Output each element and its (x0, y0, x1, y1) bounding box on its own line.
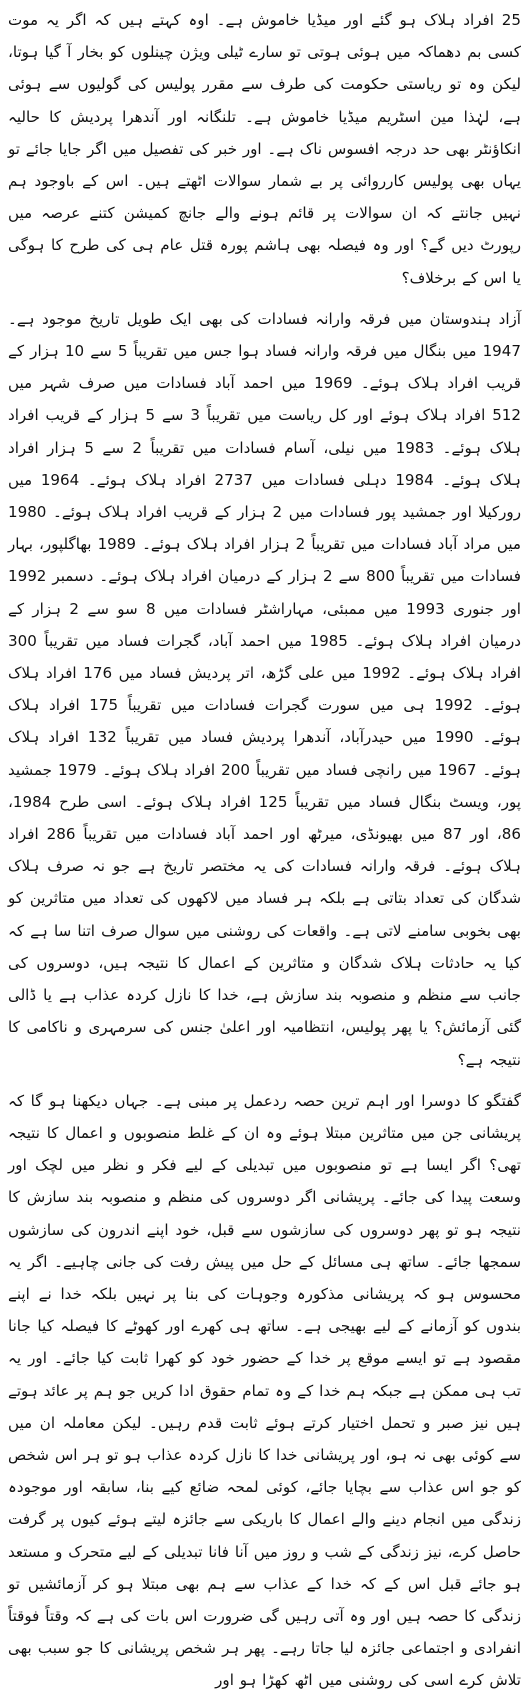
article-paragraph: گفتگو کا دوسرا اور اہم ترین حصہ ردعمل پر مبنی ہے۔ جہاں دیکھنا ہو گا کہ پریشانی جن میں متاثرین مبتلا ہوئے وہ ان کے غلط منصوبوں و اعمال کا نتیجہ تھی؟ اگر ایسا ہے تو منصوبوں میں تبدیلی کے لیے فکر و نظر میں لچک اور وسعت پیدا کی جائے۔ پریشانی اگر دوسروں کی منظم و منصوبہ بند سازش کا نتیجہ ہو تو پھر دوسروں کی سازشوں سے قبل، خود اپنے اندرون کی سازشوں سمجھا جائے۔ ساتھ ہی مسائل کے حل میں پیش رفت کی جانی چاہیے۔ اگر یہ محسوس ہو کہ پریشانی مذکورہ وجوہات کی بنا پر نہیں بلکہ خدا نے اپنے بندوں کو آزمانے کے لیے بھیجی ہے۔ ساتھ ہی کھرے اور کھوٹے کا فیصلہ کیا جانا مقصود ہے تو ایسے موقع پر خدا کے حضور خود کو کھرا ثابت کیا جائے۔ اور یہ تب ہی ممکن ہے جبکہ ہم خدا کے وہ تمام حقوق ادا کریں جو ہم پر عائد ہوتے ہیں نیز صبر و تحمل اختیار کرتے ہوئے ثابت قدم رہیں۔ لیکن معاملہ ان میں سے کوئی بھی نہ ہو، اور پریشانی خدا کا نازل کردہ عذاب ہو تو ہر اس شخص کو جو اس عذاب سے بچایا جائے، کوئی لمحہ ضائع کیے بنا، سابقہ اور موجودہ زندگی میں انجام دینے والے اعمال کا باریکی سے جائزہ لیتے ہوئے کیوں پر گرفت حاصل کرے، نیز زندگی کے شب و روز میں آنا فانا تبدیلی کے لیے متحرک و مستعد ہو جائے قبل اس کے کہ خدا کے عذاب سے ہم بھی مبتلا ہو کر آزمائشیں تو زندگی کا حصہ ہیں اور وہ آتی رہیں گی ضرورت اس بات کی ہے کہ وقتاً فوقتاً انفرادی و اجتماعی جائزہ لیا جاتا رہے۔ پھر ہر شخص پریشانی کا جو سبب بھی تلاش کرے اسی کی روشنی میں اٹھ کھڑا ہو اور (8, 1091, 521, 1690)
article-paragraph: آزاد ہندوستان میں فرقہ وارانہ فسادات کی بھی ایک طویل تاریخ موجود ہے۔ 1947 میں بنگال میں فرقہ وارانہ فساد ہوا جس میں تقریباً 5 سے 10 ہزار کے قریب افراد ہلاک ہوئے۔ 1969 میں احمد آباد فسادات میں صرف شہر میں 512 افراد ہلاک ہوئے اور کل ریاست میں تقریباً 3 سے 5 ہزار کے قریب افراد ہلاک ہوئے۔ 1983 میں نیلی، آسام فسادات میں تقریباً 2 سے 5 ہزار افراد ہلاک ہوئے۔ 1984 دہلی فسادات میں 2737 افراد ہلاک ہوئے۔ 1964 میں رورکیلا اور جمشید پور فسادات میں 2 ہزار کے قریب افراد ہلاک ہوئے۔ 1980 میں مراد آباد فسادات میں تقریباً 2 ہزار افراد ہلاک ہوئے۔ 1989 بھاگلپور، بہار فسادات میں تقریباً 800 سے 2 ہزار کے درمیان افراد ہلاک ہوئے۔ دسمبر 1992 اور جنوری 1993 میں ممبئی، مہاراشٹر فسادات میں 8 سو سے 2 ہزار کے درمیان افراد ہلاک ہوئے۔ 1985 میں احمد آباد، گجرات فساد میں تقریباً 300 افراد ہلاک ہوئے۔ 1992 میں علی گڑھ، اتر پردیش فساد میں 176 افراد ہلاک ہوئے۔ 1992 ہی میں سورت گجرات فسادات میں تقریباً 175 افراد ہلاک ہوئے۔ 1990 میں حیدرآباد، آندھرا پردیش فساد میں تقریباً 132 افراد ہلاک ہوئے۔ 1967 میں رانچی فساد میں تقریباً 200 افراد ہلاک ہوئے۔ 1979 جمشید پور، ویسٹ بنگال فساد میں تقریباً 125 افراد ہلاک ہوئے۔ اسی طرح 1984، 86، اور 87 میں بھیونڈی، میرٹھ اور احمد آباد فسادات میں تقریباً 286 افراد ہلاک ہوئے۔ فرقہ وارانہ فسادات کی یہ مختصر تاریخ ہے جو نہ صرف ہلاک شدگان کی تعداد بتاتی ہے بلکہ ہر فساد میں لاکھوں کی تعداد میں متاثرین کو بھی بخوبی سامنے لاتی ہے۔ واقعات کی روشنی میں سوال صرف اتنا سا ہے کہ کیا یہ حادثات ہلاک شدگان و متاثرین کے اعمال کا نتیجہ ہیں، دوسروں کی جانب سے منظم و منصوبہ بند سازش ہے، خدا کا نازل کردہ عذاب ہے یا ڈالی گئی آزمائش؟ یا پھر پولیس، انتظامیہ اور اعلیٰ جنس کی سرمہری و ناکامی کا نتیجہ ہے؟ (8, 309, 522, 1069)
article-paragraph: 25 افراد ہلاک ہو گئے اور میڈیا خاموش ہے۔ اوہ کہتے ہیں کہ اگر یہ موت کسی بم دھماکہ میں ہوئی ہوتی تو سارے ٹیلی ویژن چینلوں کو بخار آ گیا ہوتا، لیکن وہ تو ریاستی حکومت کی طرف سے مقرر پولیس کی گولیوں سے ہوئی ہے، لہٰذا مین اسٹریم میڈیا خاموش ہے۔ تلنگانہ اور آندھرا پردیش کا حالیہ انکاؤنٹر بھی حد درجہ افسوس ناک ہے۔ اور خبر کی تفصیل میں اگر جایا جائے تو یہاں بھی پولیس کارروائی پر بے شمار سوالات اٹھتے ہیں۔ اس کے باوجود ہم نہیں جانتے کہ ان سوالات پر قائم ہونے والے جانچ کمیشن کتنے عرصہ میں رپورٹ دیں گے؟ اور وہ فیصلہ بھی ہاشم پورہ قتل عام ہی کی طرح کا ہوگی یا اس کے برخلاف؟ (8, 11, 521, 287)
